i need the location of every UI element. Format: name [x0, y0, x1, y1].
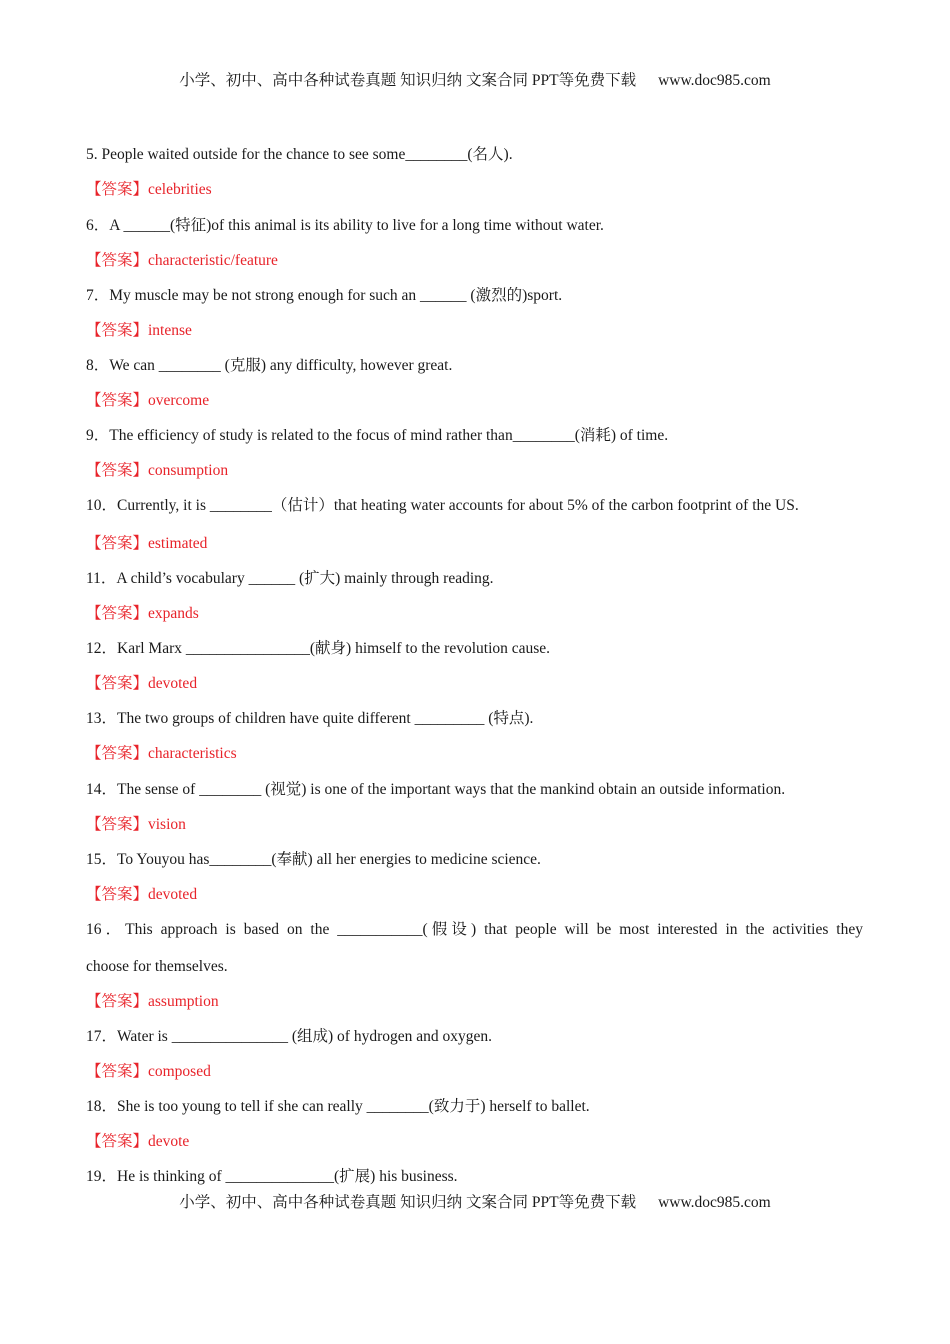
page-header [0, 68, 950, 90]
answer-12: 【答案】devoted [86, 675, 198, 692]
answer-11: 【答案】expands [86, 605, 199, 622]
answer-7: 【答案】intense [86, 322, 192, 339]
answer-14: 【答案】vision [86, 816, 186, 833]
question-5: 5. People waited outside for the chance to see some________(名人). [86, 146, 513, 163]
question-6: 6．A ______(特征)of this animal is its ability to live for a long time without water. [86, 217, 604, 234]
question-15: 15．To Youyou has________(奉献) all her energies to medicine science. [86, 851, 541, 868]
question-12: 12．Karl Marx ________________(献身) himself to the revolution cause. [86, 640, 551, 657]
header-site: www.doc985.com [658, 72, 771, 89]
question-16: 16．This approach is based on the ___________(假设) that people will be most interested in the activities they [86, 921, 863, 938]
page-footer [0, 1190, 950, 1212]
answer-18: 【答案】devote [86, 1133, 190, 1150]
question-13: 13．The two groups of children have quite different _________ (特点). [86, 710, 534, 727]
answer-6: 【答案】characteristic/feature [86, 252, 278, 269]
question-7: 7．My muscle may be not strong enough for such an ______ (激烈的)sport. [86, 287, 563, 304]
question-18: 18．She is too young to tell if she can really ________(致力于) herself to ballet. [86, 1098, 590, 1115]
question-16-continued: choose for themselves. [86, 958, 228, 975]
question-8: 8．We can ________ (克服) any difficulty, however great. [86, 357, 453, 374]
question-9: 9．The efficiency of study is related to the focus of mind rather than________(消耗) of time. [86, 427, 669, 444]
header-text: 小学、初中、高中各种试卷真题 知识归纳 文案合同 PPT等免费下载 [179, 72, 637, 89]
answer-13: 【答案】characteristics [86, 745, 237, 762]
answer-17: 【答案】composed [86, 1063, 211, 1080]
question-11: 11．A child’s vocabulary ______ (扩大) mainly through reading. [86, 570, 494, 587]
question-17: 17．Water is _______________ (组成) of hydrogen and oxygen. [86, 1028, 492, 1045]
answer-9: 【答案】consumption [86, 462, 229, 479]
footer-site: www.doc985.com [658, 1194, 771, 1211]
answer-16: 【答案】assumption [86, 993, 219, 1010]
answer-10: 【答案】estimated [86, 535, 208, 552]
question-19: 19．He is thinking of ______________(扩展) his business. [86, 1168, 458, 1185]
answer-15: 【答案】devoted [86, 886, 198, 903]
answer-5: 【答案】celebrities [86, 181, 212, 198]
question-14: 14．The sense of ________ (视觉) is one of the important ways that the mankind obtain an outside information. [86, 781, 786, 798]
answer-8: 【答案】overcome [86, 392, 210, 409]
question-10: 10．Currently, it is ________（估计）that heating water accounts for about 5% of the carbon footprint of the US. [86, 497, 799, 514]
footer-text: 小学、初中、高中各种试卷真题 知识归纳 文案合同 PPT等免费下载 [179, 1194, 637, 1211]
